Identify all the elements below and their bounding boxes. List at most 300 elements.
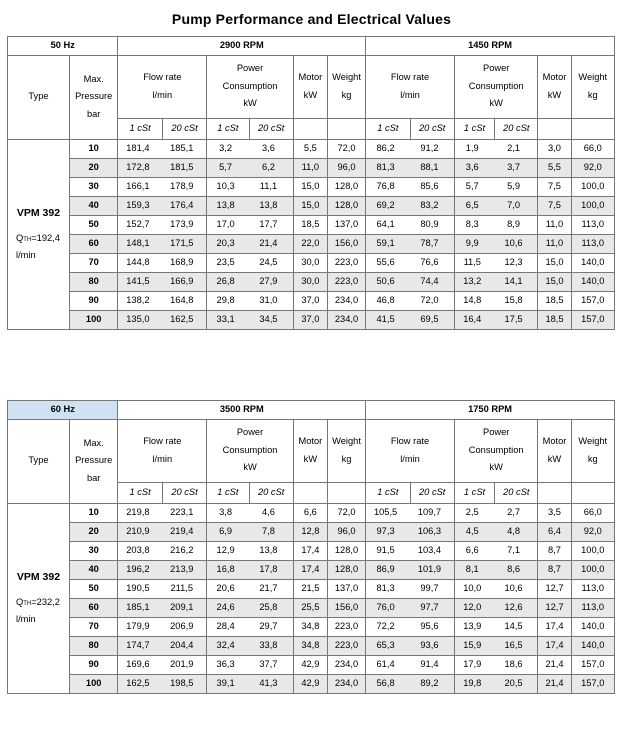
flow-rate-header-line: l/min	[152, 453, 173, 464]
weight-header-b	[571, 419, 615, 482]
value-cell: 91,4	[410, 655, 454, 674]
value-cell: 76,6	[410, 253, 454, 272]
value-cell: 50,6	[366, 272, 410, 291]
weight-header-line: Weight	[332, 436, 361, 446]
value-cell: 113,0	[571, 598, 615, 617]
performance-table-60hz	[7, 400, 615, 694]
value-cell: 204,4	[162, 636, 206, 655]
page-title: Pump Performance and Electrical Values	[171, 11, 452, 27]
value-cell: 17,4	[293, 541, 327, 560]
value-cell: 16,4	[454, 310, 494, 329]
value-cell: 17,9	[454, 655, 494, 674]
power-header-line: Power	[236, 63, 264, 74]
value-cell: 13,9	[454, 617, 494, 636]
value-cell: 15,0	[538, 253, 571, 272]
value-cell: 69,2	[366, 196, 410, 215]
value-cell: 211,5	[162, 579, 206, 598]
pressure-cell: 50	[69, 215, 118, 234]
value-cell: 128,0	[327, 560, 365, 579]
flow-rate-header-line: Flow rate	[390, 72, 430, 82]
motor-header-line: Motor	[298, 72, 323, 82]
value-cell: 22,0	[293, 234, 327, 253]
visc-20cst-flow-b: 20 cSt	[410, 118, 454, 139]
theoretical-flow	[8, 594, 69, 627]
value-cell: 5,5	[538, 158, 571, 177]
value-cell: 92,0	[571, 158, 615, 177]
frequency-label: 50 Hz	[8, 37, 118, 56]
value-cell: 17,4	[293, 560, 327, 579]
power-header-a	[207, 55, 294, 118]
value-cell: 34,8	[293, 617, 327, 636]
value-cell: 11,5	[454, 253, 494, 272]
value-cell: 72,0	[327, 139, 365, 158]
value-cell: 113,0	[571, 234, 615, 253]
value-cell: 12,7	[538, 598, 571, 617]
value-cell: 12,6	[495, 598, 538, 617]
power-header-b	[454, 419, 538, 482]
table-row	[8, 522, 615, 541]
weight-header-line: kg	[341, 89, 352, 100]
flow-rate-header-line: l/min	[152, 89, 173, 100]
value-cell: 83,2	[410, 196, 454, 215]
value-cell: 234,0	[327, 310, 365, 329]
value-cell: 91,5	[366, 541, 410, 560]
value-cell: 17,4	[538, 617, 571, 636]
power-header-line: kW	[243, 462, 257, 473]
weight-header-line: Weight	[578, 72, 608, 82]
pressure-cell: 50	[69, 579, 118, 598]
pressure-cell: 80	[69, 272, 118, 291]
value-cell: 13,8	[249, 541, 293, 560]
type-name: VPM 392	[16, 207, 61, 220]
value-cell: 64,1	[366, 215, 410, 234]
value-cell: 3,6	[454, 158, 494, 177]
value-cell: 16,8	[207, 560, 249, 579]
value-cell: 113,0	[571, 215, 615, 234]
qth-symbol: Q	[16, 233, 24, 244]
visc-1cst-power-a: 1 cSt	[207, 482, 249, 503]
table-row	[8, 177, 615, 196]
value-cell: 14,1	[495, 272, 538, 291]
value-cell: 140,0	[571, 636, 615, 655]
motor-header-line: Motor	[542, 436, 567, 446]
pressure-cell: 90	[69, 655, 118, 674]
pressure-cell: 10	[69, 503, 118, 522]
value-cell: 13,8	[249, 196, 293, 215]
weight-sub-blank-b	[571, 482, 615, 503]
value-cell: 13,8	[207, 196, 249, 215]
value-cell: 93,6	[410, 636, 454, 655]
value-cell: 72,0	[327, 503, 365, 522]
value-cell: 148,1	[118, 234, 162, 253]
value-cell: 30,0	[293, 253, 327, 272]
value-cell: 201,9	[162, 655, 206, 674]
value-cell: 33,1	[207, 310, 249, 329]
value-cell: 10,0	[454, 579, 494, 598]
pressure-cell: 20	[69, 158, 118, 177]
value-cell: 152,7	[118, 215, 162, 234]
motor-header-a	[293, 419, 327, 482]
value-cell: 12,7	[538, 579, 571, 598]
value-cell: 15,0	[293, 196, 327, 215]
value-cell: 18,5	[538, 310, 571, 329]
visc-1cst-flow-a: 1 cSt	[118, 118, 162, 139]
flow-rate-header-a	[118, 419, 207, 482]
value-cell: 20,6	[207, 579, 249, 598]
value-cell: 37,7	[249, 655, 293, 674]
value-cell: 137,0	[327, 215, 365, 234]
value-cell: 15,9	[454, 636, 494, 655]
max-pressure-header	[69, 55, 118, 139]
value-cell: 5,5	[293, 139, 327, 158]
value-cell: 2,1	[495, 139, 538, 158]
pressure-cell: 60	[69, 598, 118, 617]
value-cell: 162,5	[118, 674, 162, 693]
visc-1cst-flow-a: 1 cSt	[118, 482, 162, 503]
visc-1cst-power-b: 1 cSt	[454, 118, 494, 139]
value-cell: 81,3	[366, 158, 410, 177]
value-cell: 89,2	[410, 674, 454, 693]
table-row	[8, 196, 615, 215]
value-cell: 178,9	[162, 177, 206, 196]
value-cell: 128,0	[327, 541, 365, 560]
weight-header-line: Weight	[332, 72, 361, 82]
max-pressure-header-line: Pressure	[75, 455, 113, 466]
value-cell: 168,9	[162, 253, 206, 272]
value-cell: 36,3	[207, 655, 249, 674]
value-cell: 3,2	[207, 139, 249, 158]
value-cell: 181,4	[118, 139, 162, 158]
value-cell: 3,0	[538, 139, 571, 158]
value-cell: 12,0	[454, 598, 494, 617]
value-cell: 31,0	[249, 291, 293, 310]
value-cell: 216,2	[162, 541, 206, 560]
table-row	[8, 541, 615, 560]
value-cell: 3,6	[249, 139, 293, 158]
value-cell: 100,0	[571, 196, 615, 215]
value-cell: 14,5	[495, 617, 538, 636]
pressure-cell: 70	[69, 617, 118, 636]
value-cell: 209,1	[162, 598, 206, 617]
value-cell: 72,0	[410, 291, 454, 310]
value-cell: 169,6	[118, 655, 162, 674]
value-cell: 20,3	[207, 234, 249, 253]
value-cell: 17,8	[249, 560, 293, 579]
value-cell: 8,7	[538, 541, 571, 560]
value-cell: 219,8	[118, 503, 162, 522]
value-cell: 166,9	[162, 272, 206, 291]
power-header-a	[207, 419, 294, 482]
weight-sub-blank-b	[571, 118, 615, 139]
motor-sub-blank-b	[538, 482, 571, 503]
table-row	[8, 560, 615, 579]
power-header-line: Consumption	[222, 444, 278, 455]
value-cell: 223,0	[327, 617, 365, 636]
value-cell: 92,0	[571, 522, 615, 541]
weight-header-a	[327, 419, 365, 482]
qth-value: =192,4	[31, 233, 60, 244]
visc-1cst-flow-b: 1 cSt	[366, 118, 410, 139]
qth-value: =232,2	[31, 597, 60, 608]
value-cell: 7,5	[538, 177, 571, 196]
value-cell: 6,5	[454, 196, 494, 215]
value-cell: 6,2	[249, 158, 293, 177]
max-pressure-header-line: Pressure	[75, 91, 113, 102]
visc-1cst-flow-b: 1 cSt	[366, 482, 410, 503]
value-cell: 21,4	[538, 655, 571, 674]
value-cell: 26,8	[207, 272, 249, 291]
value-cell: 66,0	[571, 139, 615, 158]
value-cell: 172,8	[118, 158, 162, 177]
value-cell: 15,8	[495, 291, 538, 310]
value-cell: 96,0	[327, 522, 365, 541]
value-cell: 128,0	[327, 196, 365, 215]
value-cell: 173,9	[162, 215, 206, 234]
value-cell: 10,6	[495, 234, 538, 253]
value-cell: 30,0	[293, 272, 327, 291]
visc-1cst-power-a: 1 cSt	[207, 118, 249, 139]
value-cell: 78,7	[410, 234, 454, 253]
value-cell: 81,3	[366, 579, 410, 598]
pressure-cell: 30	[69, 177, 118, 196]
value-cell: 29,7	[249, 617, 293, 636]
value-cell: 59,1	[366, 234, 410, 253]
motor-header-a	[293, 55, 327, 118]
flow-rate-header-line: Flow rate	[390, 436, 430, 446]
value-cell: 16,5	[495, 636, 538, 655]
value-cell: 109,7	[410, 503, 454, 522]
value-cell: 164,8	[162, 291, 206, 310]
value-cell: 69,5	[410, 310, 454, 329]
value-cell: 21,4	[538, 674, 571, 693]
value-cell: 179,9	[118, 617, 162, 636]
value-cell: 6,4	[538, 522, 571, 541]
value-cell: 8,1	[454, 560, 494, 579]
weight-header-line: kg	[587, 453, 598, 464]
value-cell: 46,8	[366, 291, 410, 310]
value-cell: 171,5	[162, 234, 206, 253]
performance-table-50hz	[7, 36, 615, 330]
table-row	[8, 674, 615, 693]
visc-20cst-flow-a: 20 cSt	[162, 482, 206, 503]
value-cell: 72,2	[366, 617, 410, 636]
value-cell: 198,5	[162, 674, 206, 693]
table-row	[8, 310, 615, 329]
table-row	[8, 636, 615, 655]
visc-20cst-power-b: 20 cSt	[495, 482, 538, 503]
value-cell: 66,0	[571, 503, 615, 522]
value-cell: 6,6	[293, 503, 327, 522]
value-cell: 113,0	[571, 579, 615, 598]
value-cell: 196,2	[118, 560, 162, 579]
value-cell: 15,0	[293, 177, 327, 196]
value-cell: 24,5	[249, 253, 293, 272]
value-cell: 74,4	[410, 272, 454, 291]
max-pressure-header-line: bar	[86, 472, 101, 483]
rpm-group-a: 3500 RPM	[118, 401, 366, 420]
value-cell: 7,1	[495, 541, 538, 560]
value-cell: 17,7	[249, 215, 293, 234]
motor-header-line: kW	[547, 453, 562, 464]
value-cell: 140,0	[571, 272, 615, 291]
pressure-cell: 100	[69, 310, 118, 329]
pressure-cell: 80	[69, 636, 118, 655]
value-cell: 6,6	[454, 541, 494, 560]
value-cell: 174,7	[118, 636, 162, 655]
value-cell: 206,9	[162, 617, 206, 636]
value-cell: 41,3	[249, 674, 293, 693]
power-header-line: Power	[236, 427, 264, 438]
motor-header-line: kW	[547, 89, 562, 100]
weight-header-a	[327, 55, 365, 118]
table-row	[8, 158, 615, 177]
power-header-line: Power	[483, 63, 510, 74]
visc-20cst-flow-a: 20 cSt	[162, 118, 206, 139]
value-cell: 128,0	[327, 177, 365, 196]
table-row	[8, 215, 615, 234]
value-cell: 17,4	[538, 636, 571, 655]
power-header-line: kW	[489, 98, 503, 109]
table-row	[8, 291, 615, 310]
value-cell: 4,8	[495, 522, 538, 541]
table-row	[8, 598, 615, 617]
motor-header-b	[538, 419, 571, 482]
value-cell: 223,0	[327, 253, 365, 272]
motor-sub-blank-a	[293, 118, 327, 139]
value-cell: 7,5	[538, 196, 571, 215]
visc-20cst-power-b: 20 cSt	[495, 118, 538, 139]
value-cell: 190,5	[118, 579, 162, 598]
value-cell: 100,0	[571, 177, 615, 196]
weight-header-line: kg	[587, 89, 598, 100]
value-cell: 234,0	[327, 291, 365, 310]
value-cell: 100,0	[571, 560, 615, 579]
weight-header-line: kg	[341, 453, 352, 464]
visc-1cst-power-b: 1 cSt	[454, 482, 494, 503]
value-cell: 9,9	[454, 234, 494, 253]
value-cell: 1,9	[454, 139, 494, 158]
value-cell: 185,1	[162, 139, 206, 158]
value-cell: 137,0	[327, 579, 365, 598]
value-cell: 11,0	[538, 215, 571, 234]
value-cell: 37,0	[293, 291, 327, 310]
flow-rate-header-b	[366, 419, 455, 482]
type-cell	[8, 503, 70, 693]
power-header-line: Consumption	[222, 80, 278, 91]
value-cell: 21,4	[249, 234, 293, 253]
value-cell: 29,8	[207, 291, 249, 310]
value-cell: 223,1	[162, 503, 206, 522]
value-cell: 103,4	[410, 541, 454, 560]
value-cell: 141,5	[118, 272, 162, 291]
value-cell: 17,5	[495, 310, 538, 329]
value-cell: 24,6	[207, 598, 249, 617]
type-header: Type	[8, 55, 70, 139]
value-cell: 13,2	[454, 272, 494, 291]
value-cell: 42,9	[293, 655, 327, 674]
value-cell: 10,6	[495, 579, 538, 598]
qth-unit: l/min	[16, 250, 36, 261]
value-cell: 18,6	[495, 655, 538, 674]
value-cell: 223,0	[327, 636, 365, 655]
value-cell: 8,7	[538, 560, 571, 579]
motor-sub-blank-a	[293, 482, 327, 503]
weight-header-b	[571, 55, 615, 118]
value-cell: 3,5	[538, 503, 571, 522]
value-cell: 23,5	[207, 253, 249, 272]
value-cell: 80,9	[410, 215, 454, 234]
value-cell: 41,5	[366, 310, 410, 329]
flow-rate-header-a	[118, 55, 207, 118]
rpm-group-a: 2900 RPM	[118, 37, 366, 56]
value-cell: 8,6	[495, 560, 538, 579]
visc-20cst-flow-b: 20 cSt	[410, 482, 454, 503]
table-row	[8, 234, 615, 253]
value-cell: 95,6	[410, 617, 454, 636]
value-cell: 106,3	[410, 522, 454, 541]
motor-header-line: kW	[303, 89, 318, 100]
value-cell: 4,6	[249, 503, 293, 522]
flow-rate-header-b	[366, 55, 455, 118]
motor-sub-blank-b	[538, 118, 571, 139]
value-cell: 34,5	[249, 310, 293, 329]
visc-20cst-power-a: 20 cSt	[249, 118, 293, 139]
value-cell: 181,5	[162, 158, 206, 177]
pressure-cell: 70	[69, 253, 118, 272]
value-cell: 91,2	[410, 139, 454, 158]
pressure-cell: 30	[69, 541, 118, 560]
value-cell: 140,0	[571, 253, 615, 272]
flow-rate-header-line: l/min	[400, 89, 420, 100]
value-cell: 3,8	[207, 503, 249, 522]
value-cell: 10,3	[207, 177, 249, 196]
motor-header-line: Motor	[298, 436, 323, 446]
value-cell: 234,0	[327, 674, 365, 693]
pressure-cell: 10	[69, 139, 118, 158]
value-cell: 97,3	[366, 522, 410, 541]
value-cell: 19,8	[454, 674, 494, 693]
value-cell: 101,9	[410, 560, 454, 579]
value-cell: 86,2	[366, 139, 410, 158]
value-cell: 157,0	[571, 310, 615, 329]
value-cell: 8,3	[454, 215, 494, 234]
max-pressure-header-line: Max.	[83, 437, 104, 448]
value-cell: 7,8	[249, 522, 293, 541]
value-cell: 37,0	[293, 310, 327, 329]
value-cell: 11,1	[249, 177, 293, 196]
value-cell: 32,4	[207, 636, 249, 655]
value-cell: 18,5	[293, 215, 327, 234]
value-cell: 25,8	[249, 598, 293, 617]
value-cell: 27,9	[249, 272, 293, 291]
power-header-line: kW	[489, 462, 503, 473]
value-cell: 15,0	[538, 272, 571, 291]
motor-header-b	[538, 55, 571, 118]
flow-rate-header-line: l/min	[400, 453, 420, 464]
value-cell: 99,7	[410, 579, 454, 598]
value-cell: 3,7	[495, 158, 538, 177]
value-cell: 5,9	[495, 177, 538, 196]
value-cell: 21,7	[249, 579, 293, 598]
value-cell: 42,9	[293, 674, 327, 693]
value-cell: 157,0	[571, 655, 615, 674]
frequency-label: 60 Hz	[8, 401, 118, 420]
value-cell: 105,5	[366, 503, 410, 522]
table-row	[8, 617, 615, 636]
value-cell: 135,0	[118, 310, 162, 329]
value-cell: 4,5	[454, 522, 494, 541]
value-cell: 223,0	[327, 272, 365, 291]
